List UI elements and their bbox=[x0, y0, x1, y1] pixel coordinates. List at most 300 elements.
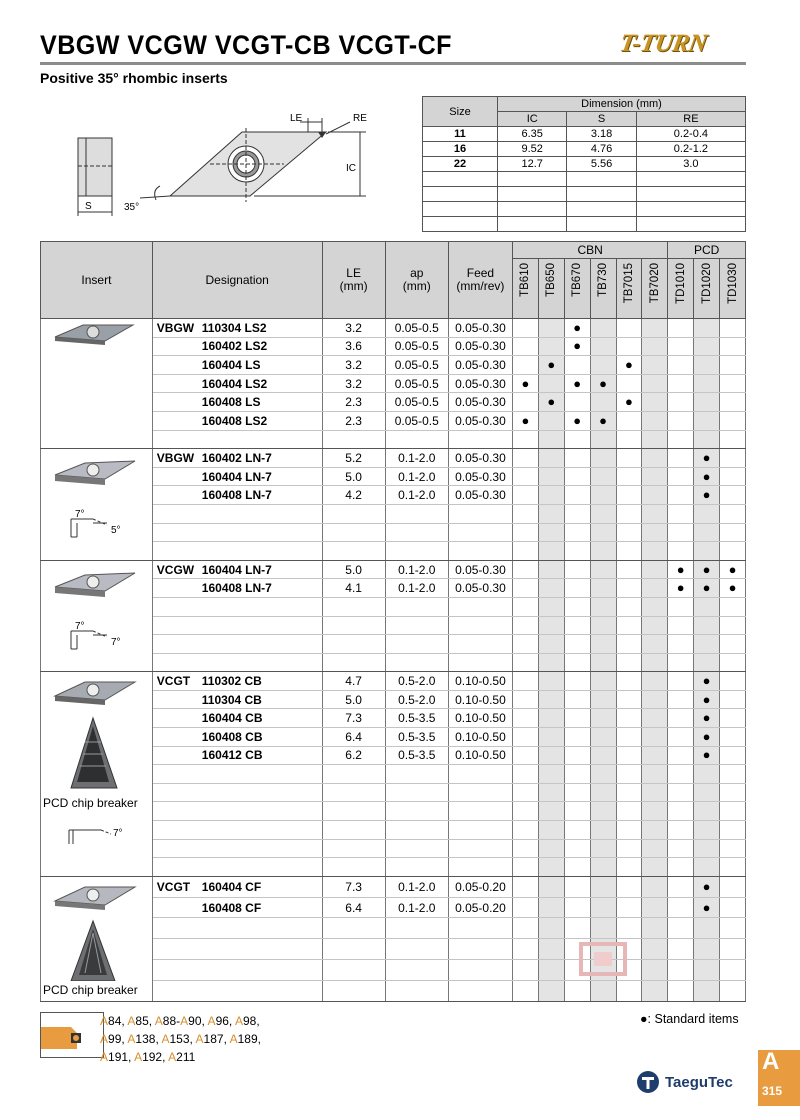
ap-cell bbox=[385, 765, 448, 784]
le-cell: 7.3 bbox=[322, 709, 385, 728]
grade-cell bbox=[642, 876, 668, 897]
grade-cell bbox=[720, 374, 746, 393]
designation-code: 160404 LS bbox=[201, 357, 261, 372]
reference-prefix: A bbox=[100, 1032, 109, 1046]
designation-code: 110304 LS2 bbox=[201, 320, 267, 335]
grade-cell bbox=[642, 858, 668, 877]
designation-cell bbox=[152, 897, 322, 918]
grade-cell bbox=[590, 430, 616, 449]
ap-cell bbox=[385, 802, 448, 821]
insert-image-cell bbox=[41, 672, 153, 877]
table-row bbox=[41, 672, 746, 691]
grade-cell bbox=[564, 430, 590, 449]
feed-cell bbox=[448, 504, 512, 523]
designation-code: 160404 CB bbox=[201, 711, 263, 726]
grade-cell bbox=[538, 839, 564, 858]
reference-page[interactable]: 90 bbox=[188, 1014, 202, 1028]
grade-cell bbox=[538, 337, 564, 356]
designation-cell bbox=[152, 672, 322, 691]
grade-cell bbox=[538, 897, 564, 918]
grade-cell bbox=[590, 690, 616, 709]
grade-cell bbox=[694, 504, 720, 523]
reference-page[interactable]: 88 bbox=[162, 1014, 177, 1028]
grade-cell bbox=[616, 523, 642, 542]
dimension-cell bbox=[498, 202, 567, 217]
reference-separator: , bbox=[228, 1014, 235, 1028]
pcd-chip-breaker-label: PCD chip breaker bbox=[43, 982, 138, 997]
dimension-cell: 0.2-1.2 bbox=[636, 142, 745, 157]
grade-cell bbox=[668, 616, 694, 635]
grade-cell bbox=[720, 728, 746, 747]
col-ic: IC bbox=[498, 112, 567, 127]
grade-cell bbox=[720, 319, 746, 338]
grade-cell bbox=[538, 597, 564, 616]
grade-cell bbox=[668, 839, 694, 858]
grade-cell bbox=[538, 653, 564, 672]
svg-text:LE: LE bbox=[290, 113, 303, 124]
grade-cell bbox=[590, 783, 616, 802]
grade-cell bbox=[513, 523, 539, 542]
ap-cell: 0.1-2.0 bbox=[385, 449, 448, 468]
grade-cell bbox=[590, 393, 616, 412]
grade-cell bbox=[590, 374, 616, 393]
le-cell bbox=[322, 918, 385, 939]
svg-text:35°: 35° bbox=[124, 202, 140, 213]
reference-prefix: A bbox=[180, 1014, 189, 1028]
grade-cell bbox=[720, 467, 746, 486]
grade-cell bbox=[616, 802, 642, 821]
standard-item-dot: ● bbox=[573, 338, 582, 354]
grade-cell bbox=[590, 672, 616, 691]
ap-cell: 0.05-0.5 bbox=[385, 356, 448, 375]
grade-cell bbox=[538, 449, 564, 468]
reference-separator: , bbox=[155, 1032, 162, 1046]
grade-cell bbox=[564, 616, 590, 635]
grade-cell bbox=[720, 876, 746, 897]
grade-cell bbox=[616, 653, 642, 672]
angle-diagram bbox=[41, 820, 147, 850]
grade-cell bbox=[694, 960, 720, 981]
grade-cell bbox=[564, 821, 590, 840]
grade-cell bbox=[668, 918, 694, 939]
le-cell: 4.2 bbox=[322, 486, 385, 505]
grade-cell bbox=[513, 337, 539, 356]
designation-code: 160404 LS2 bbox=[201, 376, 268, 391]
grade-cell bbox=[564, 802, 590, 821]
reference-page[interactable]: 211 bbox=[176, 1050, 196, 1064]
grade-cell bbox=[513, 918, 539, 939]
reference-separator: , bbox=[162, 1050, 169, 1064]
standard-item-dot: ● bbox=[702, 710, 711, 726]
grade-cell bbox=[668, 709, 694, 728]
grade-cell bbox=[616, 504, 642, 523]
reference-prefix: A bbox=[168, 1050, 177, 1064]
grade-cell bbox=[590, 523, 616, 542]
grade-header-tb7015: TB7015 bbox=[616, 259, 642, 319]
le-cell bbox=[322, 821, 385, 840]
grade-cell bbox=[668, 504, 694, 523]
feed-cell: 0.05-0.30 bbox=[448, 579, 512, 598]
dimension-cell: 6.35 bbox=[498, 127, 567, 142]
grade-cell bbox=[616, 897, 642, 918]
grade-cell bbox=[564, 635, 590, 654]
designation-cell bbox=[152, 319, 322, 338]
grade-cell bbox=[642, 653, 668, 672]
grade-cell bbox=[720, 393, 746, 412]
designation-code: 160402 LN-7 bbox=[201, 450, 272, 465]
grade-cell bbox=[590, 356, 616, 375]
grade-cell bbox=[720, 980, 746, 1001]
grade-cell bbox=[616, 542, 642, 561]
grade-cell bbox=[564, 356, 590, 375]
grade-cell bbox=[538, 672, 564, 691]
standard-item-dot: ● bbox=[573, 375, 582, 391]
designation-cell bbox=[152, 467, 322, 486]
angle-label: 7° bbox=[111, 636, 121, 648]
grade-cell bbox=[538, 467, 564, 486]
grade-cell bbox=[564, 918, 590, 939]
grade-cell bbox=[720, 746, 746, 765]
grade-cell bbox=[590, 560, 616, 579]
svg-text:S: S bbox=[85, 201, 92, 212]
grade-header-td1020: TD1020 bbox=[694, 259, 720, 319]
feed-cell bbox=[448, 653, 512, 672]
grade-cell bbox=[668, 635, 694, 654]
grade-cell bbox=[694, 765, 720, 784]
dimension-row bbox=[423, 142, 746, 157]
grade-cell bbox=[720, 709, 746, 728]
grade-cell bbox=[513, 486, 539, 505]
dimension-cell bbox=[636, 202, 745, 217]
grade-cell bbox=[694, 728, 720, 747]
le-cell bbox=[322, 783, 385, 802]
size-header: Size bbox=[423, 97, 498, 127]
grade-cell bbox=[513, 430, 539, 449]
grade-cell bbox=[590, 319, 616, 338]
dimension-cell bbox=[636, 217, 745, 232]
grade-cell bbox=[720, 542, 746, 561]
grade-cell bbox=[720, 839, 746, 858]
standard-item-dot: ● bbox=[676, 580, 685, 596]
standard-item-dot: ● bbox=[676, 561, 685, 577]
feed-cell: 0.05-0.30 bbox=[448, 356, 512, 375]
le-cell: 3.2 bbox=[322, 356, 385, 375]
feed-cell: 0.05-0.30 bbox=[448, 374, 512, 393]
grade-cell bbox=[564, 876, 590, 897]
grade-cell bbox=[642, 616, 668, 635]
standard-item-dot: ● bbox=[625, 356, 633, 372]
grade-cell bbox=[720, 504, 746, 523]
grade-cell bbox=[538, 356, 564, 375]
reference-prefix: A bbox=[154, 1014, 163, 1028]
reference-separator: , bbox=[223, 1032, 230, 1046]
grade-cell bbox=[694, 746, 720, 765]
reference-prefix: A bbox=[100, 1050, 109, 1064]
ap-cell bbox=[385, 821, 448, 840]
grade-cell bbox=[668, 728, 694, 747]
grade-cell bbox=[642, 783, 668, 802]
grade-cell bbox=[668, 672, 694, 691]
reference-page[interactable]: 153 bbox=[169, 1032, 190, 1046]
feed-cell: 0.05-0.20 bbox=[448, 876, 512, 897]
grade-cell bbox=[694, 897, 720, 918]
ap-cell: 0.05-0.5 bbox=[385, 374, 448, 393]
designation-cell bbox=[152, 918, 322, 939]
grade-header-tb670: TB670 bbox=[564, 259, 590, 319]
cbn-header: CBN bbox=[513, 242, 668, 259]
table-row bbox=[41, 449, 746, 468]
reference-page[interactable]: 85 bbox=[135, 1014, 149, 1028]
grade-cell bbox=[513, 690, 539, 709]
designation-cell bbox=[152, 765, 322, 784]
grade-cell bbox=[642, 597, 668, 616]
standard-item-dot: ● bbox=[599, 412, 607, 428]
ap-cell: 0.1-2.0 bbox=[385, 467, 448, 486]
ap-cell bbox=[385, 980, 448, 1001]
ap-cell bbox=[385, 939, 448, 960]
standard-item-dot: ● bbox=[547, 356, 556, 372]
dimension-header: Dimension (mm) bbox=[498, 97, 746, 112]
designation-code: 160404 LN-7 bbox=[201, 469, 272, 484]
designation-cell bbox=[152, 635, 322, 654]
grade-cell bbox=[720, 672, 746, 691]
feed-cell bbox=[448, 839, 512, 858]
grade-cell bbox=[590, 802, 616, 821]
dimension-cell: 9.52 bbox=[498, 142, 567, 157]
grade-cell bbox=[590, 449, 616, 468]
grade-cell bbox=[513, 939, 539, 960]
insert-image-cell bbox=[41, 876, 153, 1001]
reference-page[interactable]: 187 bbox=[203, 1032, 224, 1046]
reference-prefix: A bbox=[127, 1014, 136, 1028]
le-cell: 2.3 bbox=[322, 393, 385, 412]
grade-cell bbox=[513, 821, 539, 840]
pcd-header: PCD bbox=[668, 242, 746, 259]
grade-cell bbox=[564, 728, 590, 747]
le-cell: 3.2 bbox=[322, 319, 385, 338]
standard-item-dot: ● bbox=[702, 561, 711, 577]
grade-cell bbox=[590, 897, 616, 918]
grade-cell bbox=[513, 411, 539, 430]
grade-cell bbox=[616, 821, 642, 840]
grade-cell bbox=[616, 319, 642, 338]
grade-cell bbox=[513, 672, 539, 691]
reference-page[interactable]: 84 bbox=[108, 1014, 122, 1028]
grade-cell bbox=[668, 897, 694, 918]
feed-cell bbox=[448, 765, 512, 784]
feed-cell bbox=[448, 858, 512, 877]
ap-cell: 0.1-2.0 bbox=[385, 579, 448, 598]
grade-cell bbox=[616, 597, 642, 616]
designation-cell bbox=[152, 430, 322, 449]
designation-cell bbox=[152, 939, 322, 960]
grade-header-tb610: TB610 bbox=[513, 259, 539, 319]
grade-cell bbox=[694, 542, 720, 561]
grade-cell bbox=[720, 523, 746, 542]
designation-cell bbox=[152, 653, 322, 672]
grade-cell bbox=[668, 337, 694, 356]
feed-cell bbox=[448, 939, 512, 960]
grade-cell bbox=[616, 449, 642, 468]
grade-cell bbox=[513, 980, 539, 1001]
insert-image-cell bbox=[41, 449, 153, 561]
dimension-cell: 3.18 bbox=[567, 127, 636, 142]
dimension-table bbox=[422, 96, 746, 232]
le-cell bbox=[322, 523, 385, 542]
dimension-row bbox=[423, 202, 746, 217]
grade-header-td1010: TD1010 bbox=[668, 259, 694, 319]
insert-image bbox=[41, 877, 147, 981]
grade-cell bbox=[668, 690, 694, 709]
grade-cell bbox=[694, 393, 720, 412]
le-cell: 5.2 bbox=[322, 449, 385, 468]
insert-image bbox=[41, 319, 147, 359]
reference-page[interactable]: 138 bbox=[135, 1032, 156, 1046]
angle-label: 7° bbox=[113, 828, 123, 840]
grade-cell bbox=[668, 319, 694, 338]
ap-cell bbox=[385, 542, 448, 561]
designation-prefix: VCGW bbox=[156, 562, 195, 577]
grade-cell bbox=[538, 783, 564, 802]
grade-cell bbox=[564, 449, 590, 468]
grade-cell bbox=[564, 597, 590, 616]
grade-cell bbox=[564, 765, 590, 784]
grade-cell bbox=[590, 635, 616, 654]
grade-cell bbox=[564, 858, 590, 877]
reference-page[interactable]: 98 bbox=[242, 1014, 257, 1028]
dimension-cell bbox=[567, 217, 636, 232]
grade-cell bbox=[642, 802, 668, 821]
grade-cell bbox=[694, 858, 720, 877]
grade-cell bbox=[564, 374, 590, 393]
page-references bbox=[100, 1012, 261, 1066]
dimension-cell: 16 bbox=[423, 142, 498, 157]
ap-cell bbox=[385, 858, 448, 877]
grade-cell bbox=[668, 393, 694, 412]
table-row bbox=[41, 319, 746, 338]
designation-cell bbox=[152, 411, 322, 430]
designation-cell bbox=[152, 374, 322, 393]
le-cell: 3.2 bbox=[322, 374, 385, 393]
feed-cell bbox=[448, 802, 512, 821]
grade-cell bbox=[590, 858, 616, 877]
grade-cell bbox=[513, 319, 539, 338]
dimension-row bbox=[423, 157, 746, 172]
page-subtitle: Positive 35° rhombic inserts bbox=[40, 70, 228, 86]
grade-cell bbox=[590, 616, 616, 635]
reference-page[interactable]: 189 bbox=[237, 1032, 258, 1046]
le-cell bbox=[322, 839, 385, 858]
reference-page[interactable]: 96 bbox=[215, 1014, 229, 1028]
grade-cell bbox=[538, 876, 564, 897]
grade-cell bbox=[642, 504, 668, 523]
le-cell bbox=[322, 635, 385, 654]
feed-cell bbox=[448, 783, 512, 802]
grade-cell bbox=[564, 579, 590, 598]
grade-cell bbox=[616, 709, 642, 728]
grade-cell bbox=[564, 709, 590, 728]
reference-page[interactable]: 99 bbox=[108, 1032, 122, 1046]
grade-cell bbox=[538, 579, 564, 598]
grade-cell bbox=[668, 876, 694, 897]
designation-cell bbox=[152, 393, 322, 412]
page-tab: A 315 bbox=[758, 1050, 800, 1106]
designation-code: 160408 CB bbox=[201, 729, 263, 744]
grade-cell bbox=[720, 411, 746, 430]
grade-cell bbox=[694, 337, 720, 356]
grade-cell bbox=[590, 918, 616, 939]
designation-cell bbox=[152, 802, 322, 821]
reference-separator: - bbox=[176, 1014, 181, 1028]
grade-cell bbox=[694, 918, 720, 939]
reference-page[interactable]: 192 bbox=[142, 1050, 163, 1064]
ap-cell bbox=[385, 430, 448, 449]
dimension-cell: 11 bbox=[423, 127, 498, 142]
le-cell: 6.2 bbox=[322, 746, 385, 765]
reference-prefix: A bbox=[161, 1032, 170, 1046]
grade-cell bbox=[720, 597, 746, 616]
grade-cell bbox=[668, 783, 694, 802]
dimension-row bbox=[423, 187, 746, 202]
grade-cell bbox=[538, 728, 564, 747]
grade-cell bbox=[513, 746, 539, 765]
grade-cell bbox=[642, 337, 668, 356]
dimension-cell: 0.2-0.4 bbox=[636, 127, 745, 142]
table-row bbox=[41, 560, 746, 579]
grade-cell bbox=[642, 374, 668, 393]
designation-header: Designation bbox=[152, 242, 322, 319]
table-row bbox=[41, 876, 746, 897]
grade-cell bbox=[616, 858, 642, 877]
grade-cell bbox=[694, 980, 720, 1001]
le-cell bbox=[322, 765, 385, 784]
grade-cell bbox=[720, 765, 746, 784]
grade-cell bbox=[642, 821, 668, 840]
insert-image bbox=[41, 561, 147, 661]
insert-table bbox=[40, 241, 746, 1002]
ap-cell: 0.05-0.5 bbox=[385, 337, 448, 356]
grade-cell bbox=[564, 504, 590, 523]
dimension-cell bbox=[636, 187, 745, 202]
designation-cell bbox=[152, 504, 322, 523]
reference-page[interactable]: 191 bbox=[108, 1050, 129, 1064]
dimension-cell bbox=[567, 202, 636, 217]
taegutec-logo: TaeguTec bbox=[636, 1070, 733, 1094]
dimension-cell: 3.0 bbox=[636, 157, 745, 172]
reference-prefix: A bbox=[195, 1032, 204, 1046]
standard-item-dot: ● bbox=[702, 673, 711, 689]
designation-cell bbox=[152, 523, 322, 542]
standard-item-dot: ● bbox=[702, 899, 711, 915]
grade-cell bbox=[694, 579, 720, 598]
grade-cell bbox=[720, 337, 746, 356]
grade-cell bbox=[590, 337, 616, 356]
grade-cell bbox=[538, 393, 564, 412]
designation-cell bbox=[152, 980, 322, 1001]
grade-cell bbox=[720, 939, 746, 960]
grade-cell bbox=[668, 597, 694, 616]
ap-cell: 0.5-3.5 bbox=[385, 728, 448, 747]
dimension-row bbox=[423, 127, 746, 142]
designation-cell bbox=[152, 960, 322, 981]
designation-code: 160412 CB bbox=[201, 748, 263, 763]
ap-cell: 0.1-2.0 bbox=[385, 897, 448, 918]
grade-cell bbox=[642, 918, 668, 939]
ap-cell: 0.5-3.5 bbox=[385, 746, 448, 765]
designation-code: 160408 LN-7 bbox=[201, 488, 272, 503]
standard-item-dot: ● bbox=[573, 412, 582, 428]
feed-header: Feed (mm/rev) bbox=[448, 242, 512, 319]
